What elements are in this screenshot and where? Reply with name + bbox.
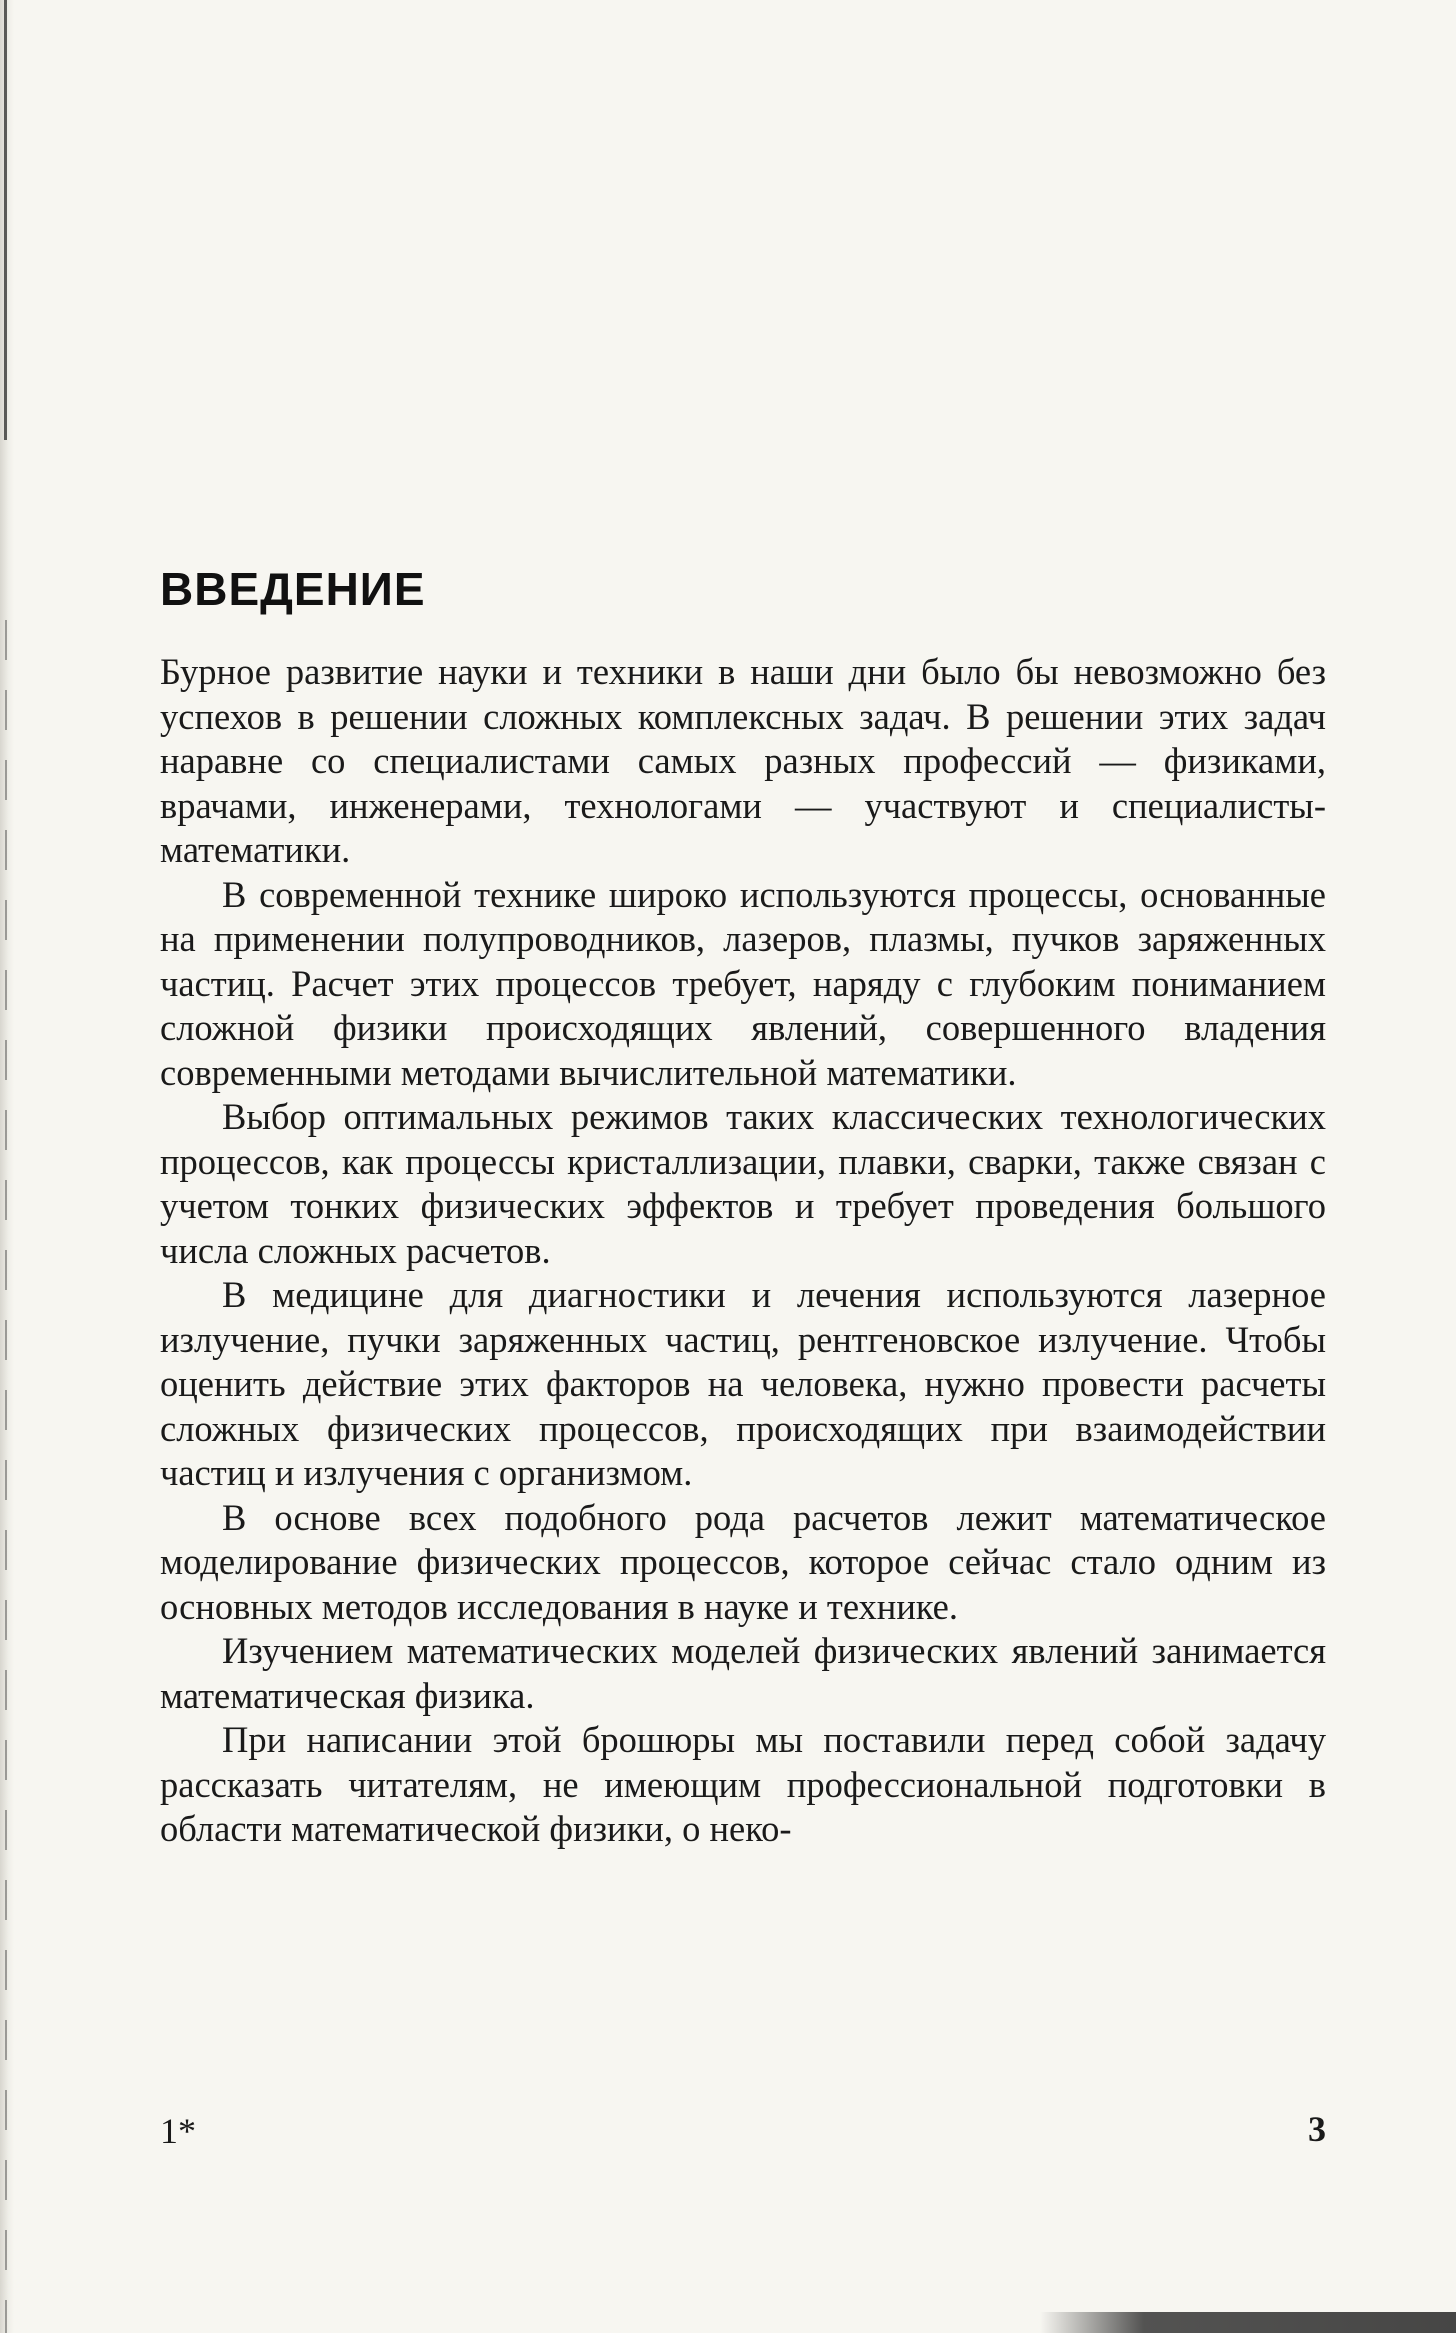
paragraph-7: При написании этой брошюры мы поставили перед собой задачу рассказать читателям, не имеющим профессиональной подготовки в области математической физики, о неко- (160, 1719, 1326, 1849)
scan-edge-shadow (1040, 2312, 1456, 2333)
paragraph-3: Выбор оптимальных режимов таких классических технологических процессов, как процессы кристаллизации, плавки, сварки, также связан с учетом тонких физических эффектов и требует проведения большого числа сложных расчетов. (160, 1096, 1326, 1271)
paragraph-1: Бурное развитие науки и техники в наши дни было бы невозможно без успехов в решении сложных комплексных задач. В решении этих задач наравне со специалистами самых разных профессий — физиками, врачами, инженерами, технологами — участвуют и специалисты-математики. (160, 651, 1326, 870)
body-text (160, 650, 1326, 1852)
paragraph-6: Изучением математических моделей физических явлений занимается математическая физика. (160, 1630, 1326, 1716)
page-binding-edge (0, 0, 14, 2333)
paragraph-4: В медицине для диагностики и лечения используются лазерное излучение, пучки заряженных частиц, рентгеновское излучение. Чтобы оценить действие этих факторов на человека, нужно провести расчеты сложных физических процессов, происходящих при взаимодействии частиц и излучения с организмом. (160, 1274, 1326, 1493)
book-page (160, 0, 1326, 2333)
paragraph-5: В основе всех подобного рода расчетов лежит математическое моделирование физических процессов, которое сейчас стало одним из основных методов исследования в науке и технике. (160, 1496, 1326, 1627)
chapter-title: ВВЕДЕНИЕ (160, 563, 426, 615)
page-number: 3 (1308, 2109, 1326, 2149)
signature-mark: 1* (160, 2111, 196, 2151)
paragraph-2: В современной технике широко используются процессы, основанные на применении полупроводников, лазеров, плазмы, пучков заряженных частиц. Расчет этих процессов требует, наряду с глубоким пониманием сложной физики происходящих явлений, совершенного владения современными методами вычислительной математики. (160, 873, 1326, 1093)
